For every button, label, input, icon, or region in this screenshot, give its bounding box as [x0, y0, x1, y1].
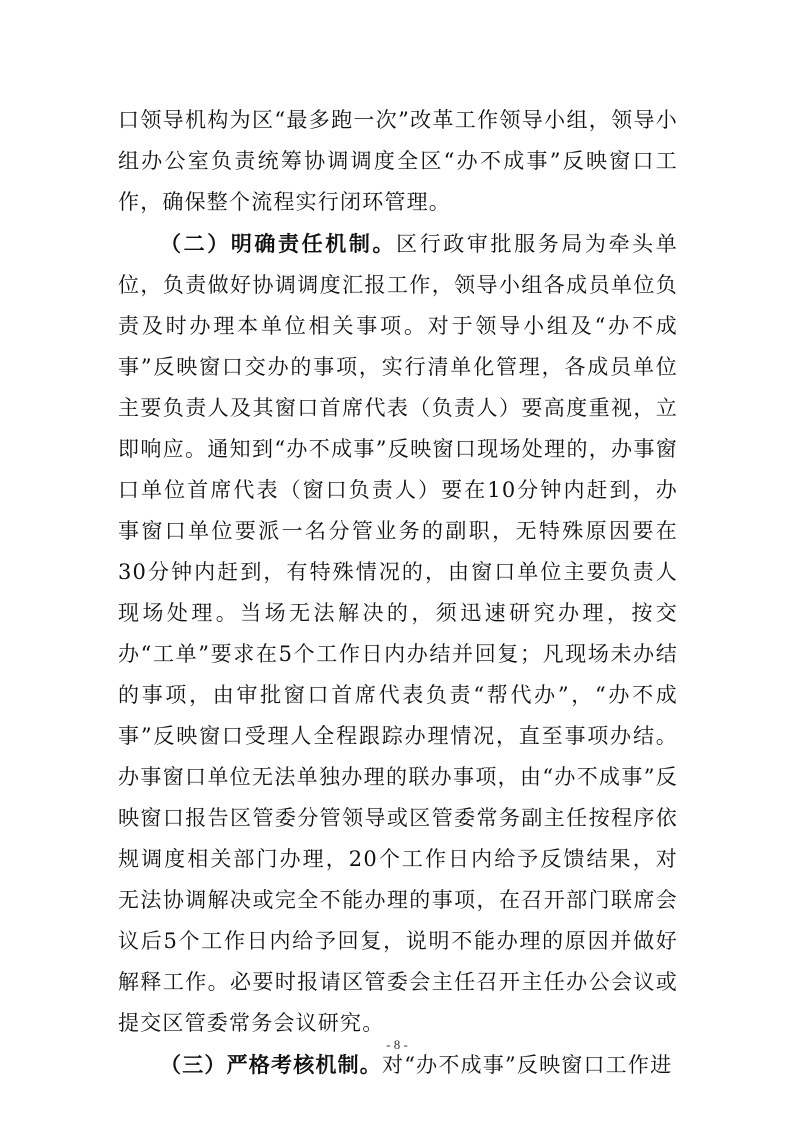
paragraph-continuation [118, 100, 678, 223]
section-heading: （三）严格考核机制。 [160, 1052, 382, 1077]
section-heading: （二）明确责任机制。 [160, 231, 397, 256]
paragraph-text: 对“办不成事”反映窗口工作进 [382, 1053, 673, 1077]
body-text [118, 100, 678, 1086]
paragraph-text: 区行政审批服务局为牵头单位，负责做好协调调度汇报工作，领导小组各成员单位负责及时办理本单位相关事项。对于领导小组及“办不成事”反映窗口交办的事项，实行清单化管理，各成员单位主要负责人及其窗口首席代表（负责人）要高度重视，立即响应。通知到“办不成事”反映窗口现场处理的，办事窗口单位首席代表（窗口负责人）要在10分钟内赶到，办事窗口单位要派一名分管业务的副职，无特殊原因要在30分钟内赶到，有特殊情况的，由窗口单位主要负责人现场处理。当场无法解决的，须迅速研究办理，按交办“工单”要求在5个工作日内办结并回复；凡现场未办结的事项，由审批窗口首席代表负责“帮代办”，“办不成事”反映窗口受理人全程跟踪办理情况，直至事项办结。办事窗口单位无法单独办理的联办事项，由“办不成事”反映窗口报告区管委分管领导或区管委常务副主任按程序依规调度相关部门办理，20个工作日内给予反馈结果，对无法协调解决或完全不能办理的事项，在召开部门联席会议后5个工作日内给予回复，说明不能办理的原因并做好解释工作。必要时报请区管委会主任召开主任办公会议或提交区管委常务会议研究。 [118, 232, 678, 1035]
page-number: - 8 - [386, 1037, 408, 1052]
paragraph-text: 口领导机构为区“最多跑一次”改革工作领导小组，领导小组办公室负责统筹协调调度全区“办不成事”反映窗口工作，确保整个流程实行闭环管理。 [118, 108, 678, 214]
paragraph-responsibility-mechanism [118, 223, 678, 1044]
